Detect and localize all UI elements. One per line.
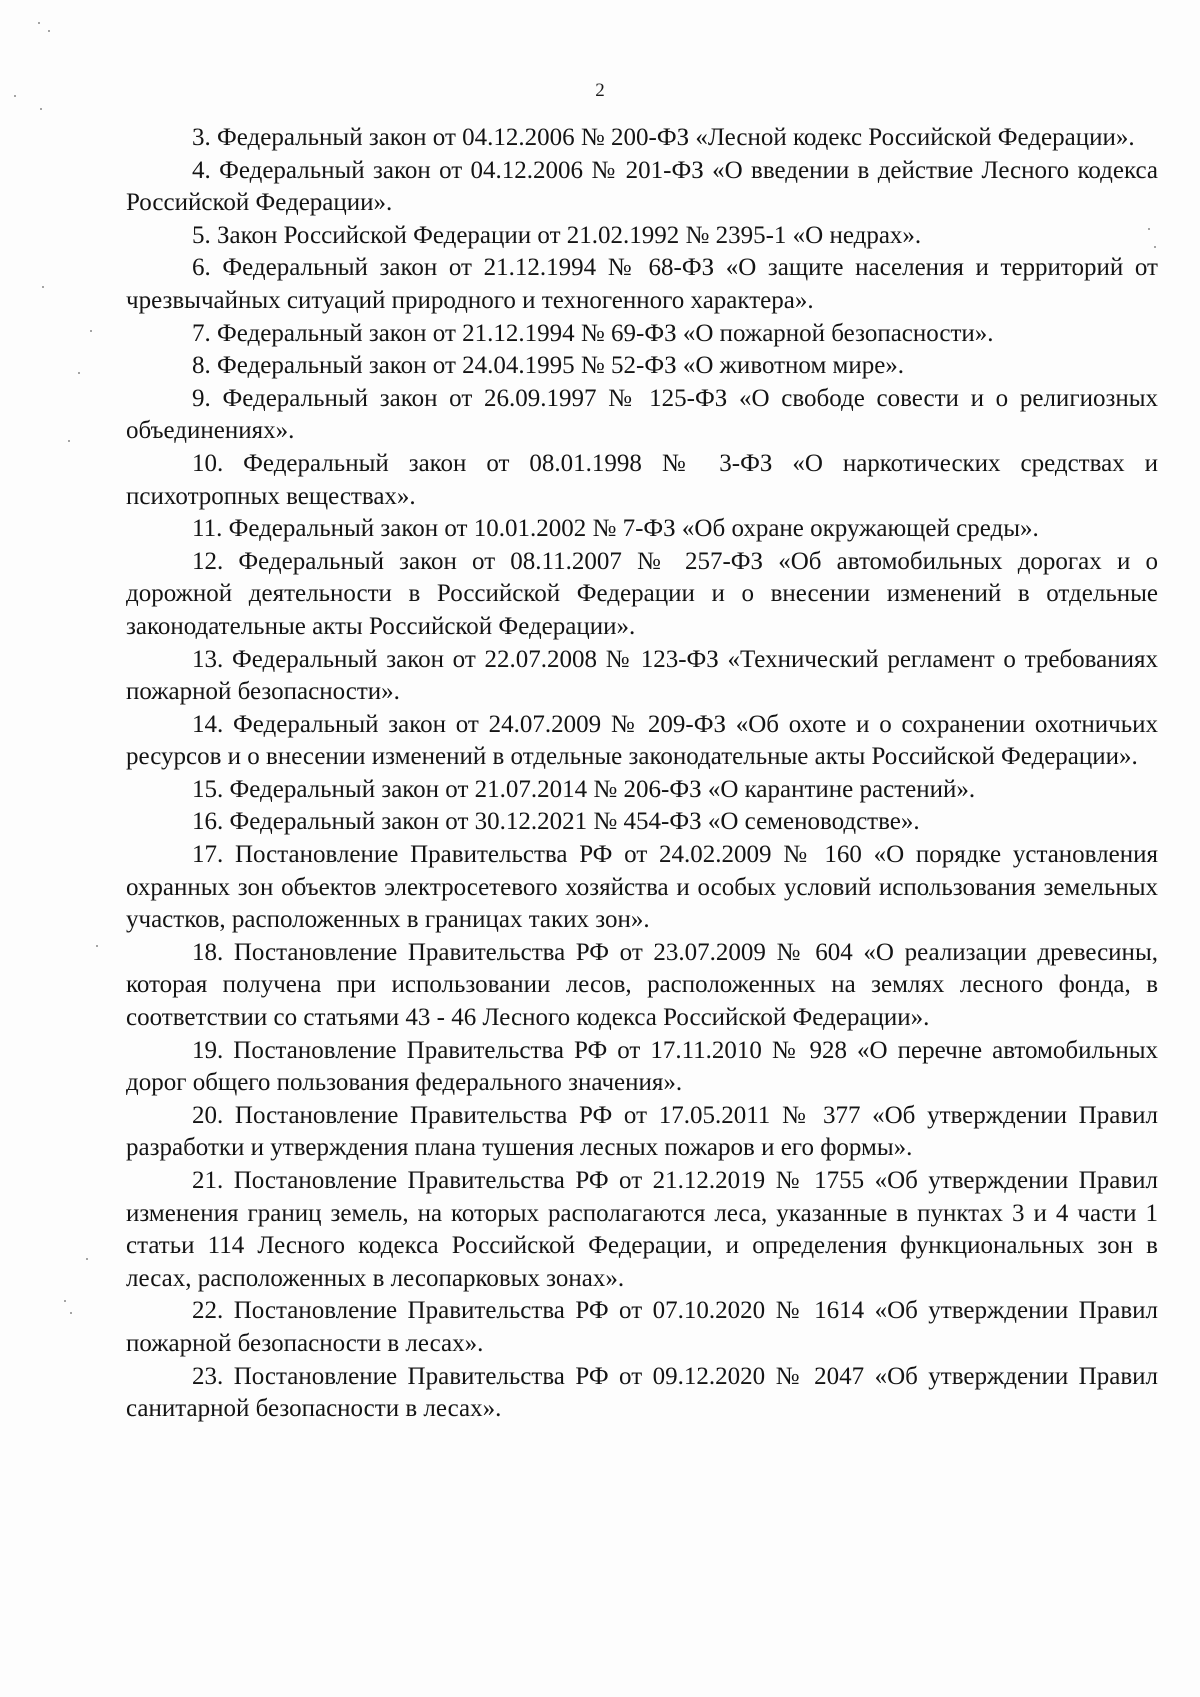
- list-item: 15. Федеральный закон от 21.07.2014 № 206-ФЗ «О карантине растений».: [192, 775, 976, 803]
- scan-speck: [78, 372, 80, 374]
- list-item: 17. Постановление Правительства РФ от 24.02.2009 № 160 «О порядке установления охранных зон объектов электросетевого хозяйства и особых условий использования земельных участков, расположенных в границах таких зон».: [126, 841, 1158, 934]
- scan-speck: [38, 22, 40, 24]
- list-item: 19. Постановление Правительства РФ от 17.11.2010 № 928 «О перечне автомобильных дорог общего пользования федерального значения».: [126, 1036, 1158, 1097]
- list-item: 13. Федеральный закон от 22.07.2008 № 123-ФЗ «Технический регламент о требованиях пожарной безопасности».: [126, 645, 1158, 706]
- scan-speck: [42, 286, 44, 288]
- scan-speck: [90, 330, 92, 332]
- list-item: 10. Федеральный закон от 08.01.1998 № 3-ФЗ «О наркотических средствах и психотропных веществах».: [126, 449, 1158, 510]
- list-item: 8. Федеральный закон от 24.04.1995 № 52-ФЗ «О животном мире».: [192, 352, 905, 380]
- list-item: 3. Федеральный закон от 04.12.2006 № 200-ФЗ «Лесной кодекс Российской Федерации».: [192, 124, 1135, 151]
- list-item: 9. Федеральный закон от 26.09.1997 № 125-ФЗ «О свободе совести и о религиозных объединениях».: [126, 384, 1158, 445]
- scan-speck: [96, 945, 98, 947]
- scan-speck: [40, 108, 42, 110]
- list-item: 11. Федеральный закон от 10.01.2002 № 7-ФЗ «Об охране окружающей среды».: [192, 515, 1039, 543]
- list-item: 6. Федеральный закон от 21.12.1994 № 68-ФЗ «О защите населения и территорий от чрезвычайных ситуаций природного и техногенного характера».: [126, 254, 1158, 314]
- list-item: 16. Федеральный закон от 30.12.2021 № 454-ФЗ «О семеноводстве».: [192, 808, 920, 836]
- scan-speck: [70, 1312, 72, 1314]
- list-item: 12. Федеральный закон от 08.11.2007 № 257-ФЗ «Об автомобильных дорогах и о дорожной деятельности в Российской Федерации и о внесении изменений в отдельные законодательные акты Российской Федерации».: [126, 547, 1158, 640]
- scan-speck: [64, 1300, 66, 1302]
- list-item: 20. Постановление Правительства РФ от 17.05.2011 № 377 «Об утверждении Правил разработки и утверждения плана тушения лесных пожаров и его формы».: [126, 1101, 1158, 1162]
- list-item: 4. Федеральный закон от 04.12.2006 № 201-ФЗ «О введении в действие Лесного кодекса Российской Федерации».: [126, 156, 1158, 217]
- scan-speck: [86, 1258, 88, 1260]
- document-body: [126, 122, 1158, 1426]
- list-item: 7. Федеральный закон от 21.12.1994 № 69-ФЗ «О пожарной безопасности».: [192, 319, 994, 347]
- scan-speck: [68, 440, 70, 442]
- list-item: 22. Постановление Правительства РФ от 07.10.2020 № 1614 «Об утверждении Правил пожарной безопасности в лесах».: [126, 1297, 1158, 1357]
- list-item: 23. Постановление Правительства РФ от 09.12.2020 № 2047 «Об утверждении Правил санитарной безопасности в лесах».: [126, 1362, 1158, 1423]
- list-item: 21. Постановление Правительства РФ от 21.12.2019 № 1755 «Об утверждении Правил изменения границ земель, на которых располагаются леса, указанные в пунктах 3 и 4 части 1 статьи 114 Лесного кодекса Российской Федерации, и определения функциональных зон в лесах, расположенных в лесопарковых зонах».: [126, 1167, 1158, 1292]
- page-number: 2: [595, 80, 605, 101]
- list-item: 14. Федеральный закон от 24.07.2009 № 209-ФЗ «Об охоте и о сохранении охотничьих ресурсов и о внесении изменений в отдельные законодательные акты Российской Федерации».: [126, 710, 1158, 771]
- list-item: 5. Закон Российской Федерации от 21.02.1992 № 2395-1 «О недрах».: [192, 221, 922, 249]
- list-item: 18. Постановление Правительства РФ от 23.07.2009 № 604 «О реализации древесины, которая получена при использовании лесов, расположенных на землях лесного фонда, в соответствии со статьями 43 - 46 Лесного кодекса Российской Федерации».: [126, 938, 1158, 1032]
- scan-speck: [48, 30, 50, 32]
